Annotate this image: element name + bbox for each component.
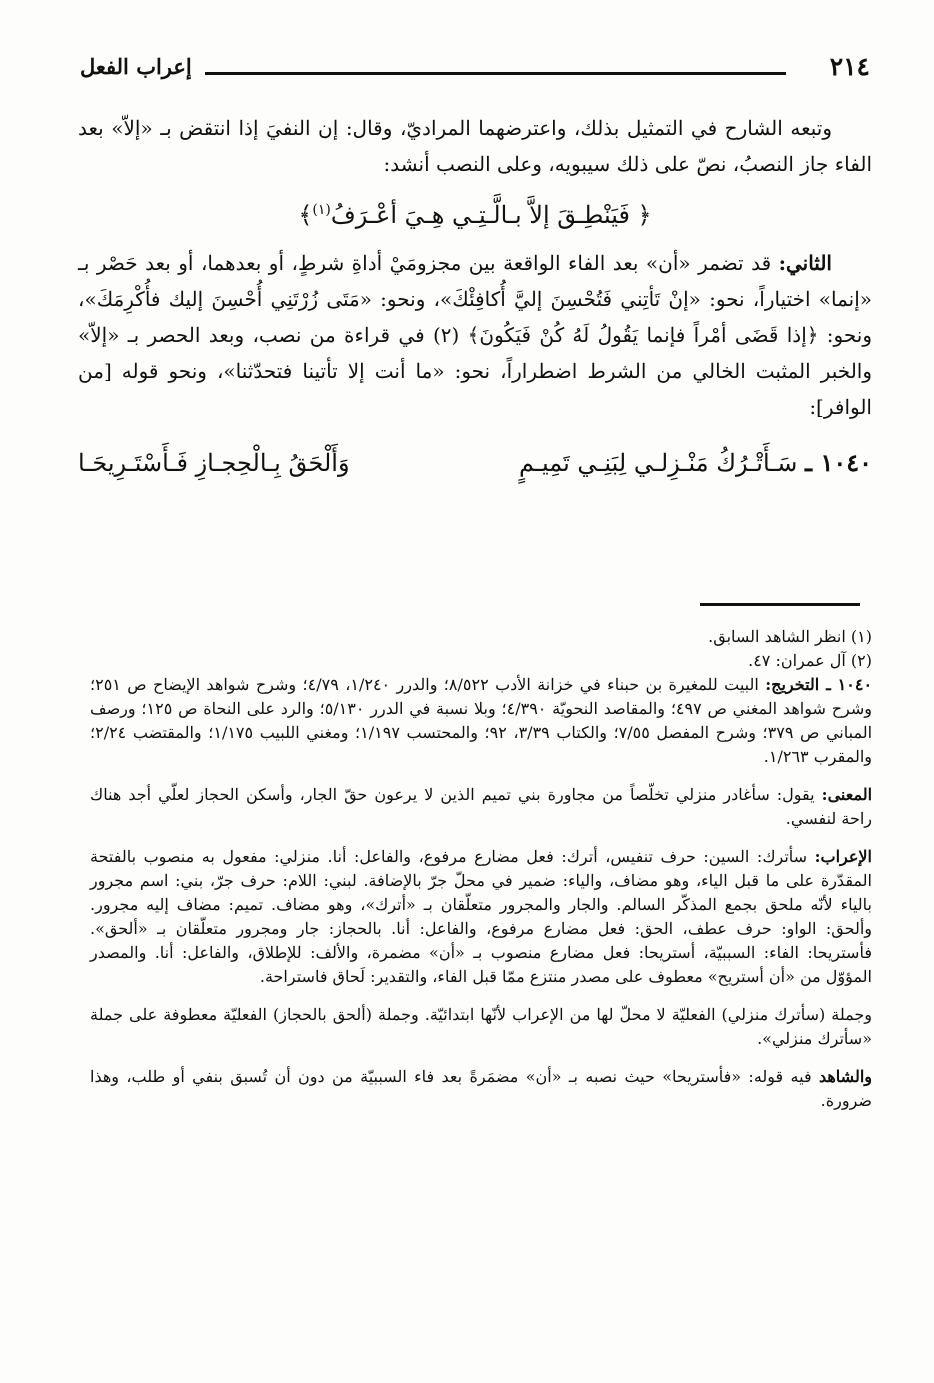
- paragraph-1: وتبعه الشارح في التمثيل بذلك، واعترضهما المراديّ، وقال: إن النفيَ إذا انتقض بـ «إلاّ» بعد الفاء جاز النصبُ، نصّ على ذلك سيبويه، وعلى النصب أنشد:: [78, 116, 872, 176]
- shahid-label: والشاهد: [818, 1067, 872, 1086]
- shahid: [90, 1065, 872, 1113]
- footnote-separator: [700, 603, 860, 606]
- takhrij: [90, 673, 872, 769]
- irab: [90, 845, 872, 989]
- page-number: ٢١٤: [829, 52, 870, 81]
- takhrij-text: البيت للمغيرة بن حبناء في خزانة الأدب ٨/٥٢٢؛ والدرر ١/٢٤٠، ٤/٧٩؛ وشرح شواهد الإيضاح ص ٢٥١؛ وشرح شواهد المغني ص ٤٩٧؛ والمقاصد النحويّة ٤/٣٩٠؛ وبلا نسبة في الدرر ٥/١٣٠؛ والرد على النحاة ص ١٢٥؛ ورصف المباني ص ٣٧٩؛ وشرح المفصل ٧/٥٥؛ والكتاب ٣/٣٩، ٩٢؛ والمحتسب ١/١٩٧؛ ومغني اللبيب ١/١٧٥؛ والمقتضب ٢/٢٤؛ والمقرب ١/٢٦٣.: [90, 675, 873, 766]
- quoted-verse: [78, 190, 872, 235]
- irab-text: سأترك: السين: حرف تنفيس، أترك: فعل مضارع مرفوع، والفاعل: أنا. منزلي: مفعول به منصوب بالفتحة المقدّرة على ما قبل الياء، وهو مضاف، والياء: ضمير في محلّ جرّ بالإضافة. لبني: اللام: حرف جرّ، بني: اسم مجرور بالياء لأنّه ملحق بجمع المذكّر السالم. والجار والمجرور متعلّقان بـ «أترك»، وهو مضاف. تميم: مضاف إليه مجرور. وألحق: الواو: حرف عطف، الحق: فعل مضارع مرفوع، والفاعل: أنا. بالحجاز: جار ومجرور متعلّقان بـ «ألحق». فأستريحا: الفاء: السببيّة، أستريحا: فعل مضارع منصوب بـ «أن» مضمرة، والألف: للإطلاق، والفاعل: أنا. والمصدر المؤوّل من «أن أستريح» معطوف على مصدر منتزع ممّا قبل الفاء، والتقدير: لَحاق فاستراحة.: [90, 847, 872, 986]
- irab-label: الإعراب:: [814, 847, 872, 866]
- chapter-title: إعراب الفعل: [80, 54, 192, 79]
- takhrij-label: ١٠٤٠ ـ التخريج:: [765, 675, 873, 694]
- meaning-label: المعنى:: [821, 785, 873, 804]
- verse-text: ﴿ فَيَنْطِـقَ إلاَّ بـالَّـتِـي هِـيَ أعْـرَفُ: [330, 201, 652, 229]
- main-verse: [78, 443, 872, 483]
- paragraph-2-text: قد تضمر «أن» بعد الفاء الواقعة بين مجزومَيْ أداةِ شرطٍ، أو بعدهما، أو بعد حَصْر بـ «إنما» اختياراً، نحو: «إنْ تَأتِني فَتُحْسِنَ إليَّ أُكافِئْكَ»، ونحو: «مَتَى زُرْتَنِي أُحْسِنَ إليك فأُكْرِمَكَ»، ونحو: ﴿إذا قَضَى أمْراً فإنما يَقُولُ لَهُ كُنْ فَيَكُونَ﴾ (٢) في قراءة من نصب، وبعد الحصر بـ «إلاّ» والخبر المثبت الخالي من الشرط اضطراراً، نحو: «ما أنت إلا تأتينا فتحدّثنا»، ونحو قوله [من الوافر]:: [78, 251, 872, 419]
- main-text: [78, 110, 872, 483]
- verse-first-text: سَـأَتْـرُكُ مَنْـزِلـي لِبَنِـي تَمِيـمٍ: [518, 449, 798, 477]
- verse-close: ﴾: [298, 201, 313, 229]
- verse-first-half: [519, 443, 872, 483]
- verse-footnote-ref: (١): [312, 202, 331, 218]
- footnotes: [90, 625, 872, 1113]
- shahid-text: فيه قوله: «فأستريحا» حيث نصبه بـ «أن» مضمَرةً بعد فاء السببيّة من دون أن تُسبق بنفي أو طلب، وهذا ضرورة.: [90, 1067, 872, 1110]
- meaning: [90, 783, 872, 831]
- verse-second-half: وَأَلْحَقُ بِـالْحِجـازِ فَـأَسْتَـرِيحَـا: [78, 449, 350, 477]
- second-label: الثاني:: [778, 251, 832, 275]
- footnote-2: (٢) آل عمران: ٤٧.: [748, 651, 872, 670]
- header-rule: [205, 72, 786, 75]
- jumla: وجملة (سأترك منزلي) الفعليّة لا محلّ لها من الإعراب لأنّها ابتدائيّة. وجملة (ألحق بالحجاز) الفعليّة معطوفة على جملة «سأترك منزلي».: [90, 1005, 872, 1048]
- footnote-1: (١) انظر الشاهد السابق.: [708, 627, 872, 646]
- page-header: [80, 52, 870, 86]
- paragraph-2: [78, 245, 872, 425]
- verse-number: ١٠٤٠ ـ: [805, 448, 872, 477]
- meaning-text: يقول: سأغادر منزلي تخلّصاً من مجاورة بني تميم الذين لا يرعون حقّ الجار، وأسكن الحجاز لعلّي أجد هناك راحة لنفسي.: [90, 785, 872, 828]
